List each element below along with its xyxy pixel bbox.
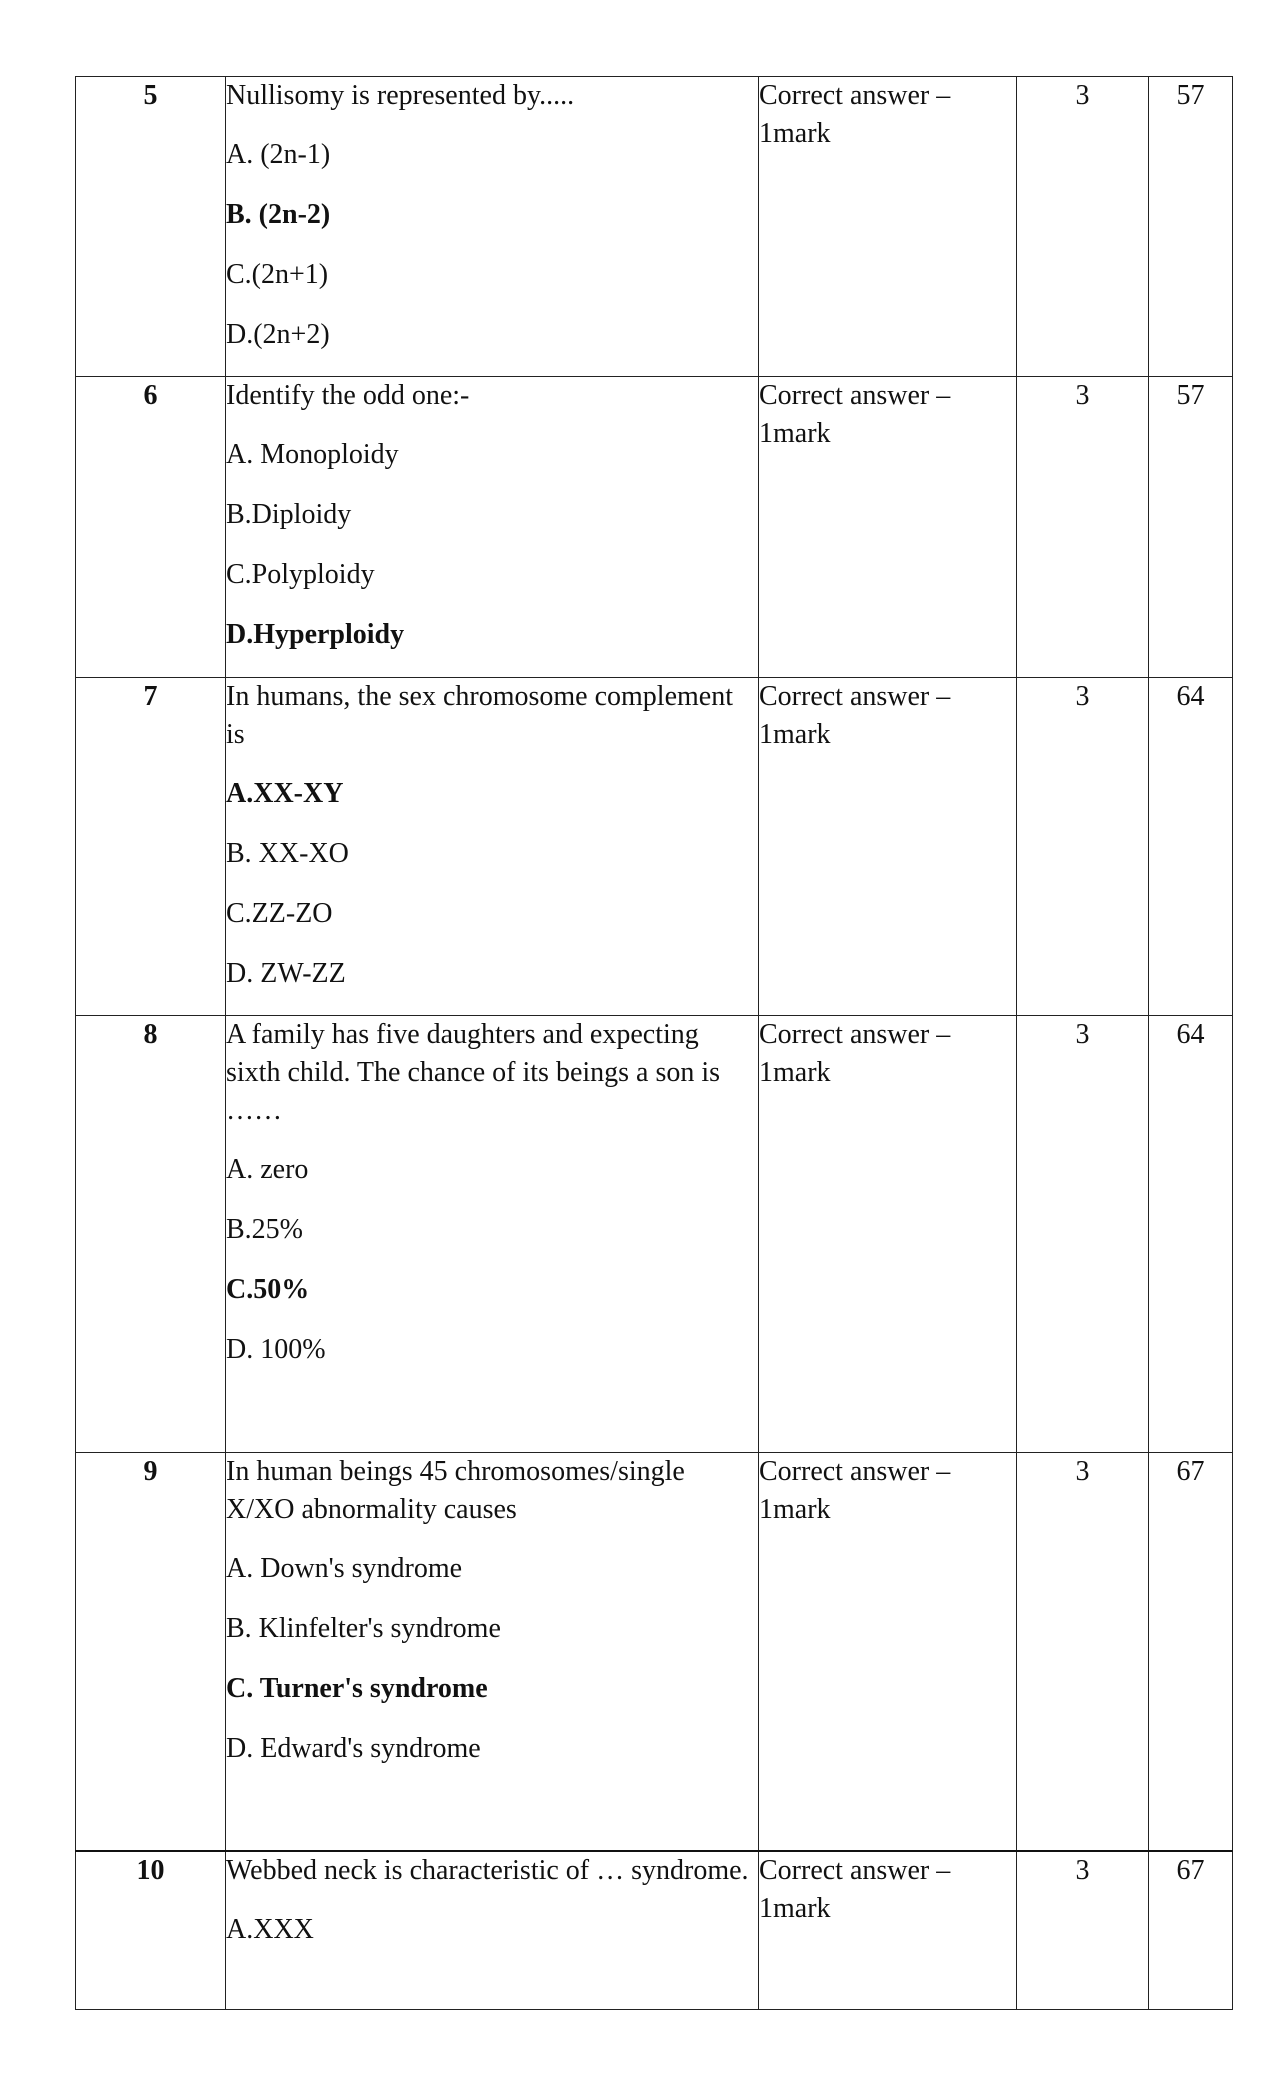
- question-text: In humans, the sex chromosome complement is: [226, 681, 733, 750]
- scoring-criteria: Correct answer – 1mark: [759, 377, 1017, 678]
- option: B. XX-XO: [226, 838, 349, 869]
- table-row: [76, 377, 1233, 678]
- option: B.25%: [226, 1214, 303, 1245]
- option: C.ZZ-ZO: [226, 898, 333, 929]
- question-number: 9: [76, 1453, 226, 1852]
- page-reference: 57: [1149, 77, 1233, 377]
- difficulty-level: 3: [1017, 377, 1149, 678]
- table-row: [76, 1453, 1233, 1852]
- question-cell: [226, 77, 759, 377]
- option: A. (2n-1): [226, 139, 331, 170]
- question-text: In human beings 45 chromosomes/single X/XO abnormality causes: [226, 1456, 685, 1525]
- option: A.XXX: [226, 1914, 314, 1945]
- question-number: 10: [76, 1851, 226, 2010]
- option: A. Down's syndrome: [226, 1553, 463, 1584]
- question-cell: [226, 377, 759, 678]
- option: D. 100%: [226, 1334, 326, 1365]
- scoring-criteria: Correct answer – 1mark: [759, 1016, 1017, 1453]
- table-row: [76, 77, 1233, 377]
- option: C.(2n+1): [226, 259, 329, 290]
- question-number: 6: [76, 377, 226, 678]
- correct-option: B. (2n-2): [226, 199, 331, 230]
- page-reference: 64: [1149, 1016, 1233, 1453]
- option: C.Polyploidy: [226, 559, 375, 590]
- option: D. Edward's syndrome: [226, 1733, 481, 1764]
- table-row: [76, 678, 1233, 1016]
- question-text: A family has five daughters and expecting sixth child. The chance of its beings a son is ……: [226, 1019, 721, 1126]
- option: D. ZW-ZZ: [226, 958, 346, 989]
- scoring-criteria: Correct answer – 1mark: [759, 1453, 1017, 1852]
- correct-option: D.Hyperploidy: [226, 619, 405, 650]
- difficulty-level: 3: [1017, 77, 1149, 377]
- table-row: [76, 1851, 1233, 2010]
- difficulty-level: 3: [1017, 1016, 1149, 1453]
- option: B. Klinfelter's syndrome: [226, 1613, 501, 1644]
- table-row: [76, 1016, 1233, 1453]
- correct-option: A.XX-XY: [226, 778, 344, 809]
- page-reference: 67: [1149, 1851, 1233, 2010]
- option: A. Monoploidy: [226, 439, 399, 470]
- question-number: 5: [76, 77, 226, 377]
- difficulty-level: 3: [1017, 1851, 1149, 2010]
- difficulty-level: 3: [1017, 1453, 1149, 1852]
- scoring-criteria: Correct answer – 1mark: [759, 678, 1017, 1016]
- question-cell: [226, 678, 759, 1016]
- question-text: Identify the odd one:-: [226, 380, 470, 411]
- scoring-criteria: Correct answer – 1mark: [759, 1851, 1017, 2010]
- question-text: Webbed neck is characteristic of … syndrome.: [226, 1855, 749, 1886]
- option: B.Diploidy: [226, 499, 352, 530]
- question-cell: [226, 1016, 759, 1453]
- question-number: 8: [76, 1016, 226, 1453]
- correct-option: C.50%: [226, 1274, 310, 1305]
- answer-key-table: [75, 76, 1233, 2010]
- page-reference: 57: [1149, 377, 1233, 678]
- question-text: Nullisomy is represented by.....: [226, 80, 575, 111]
- option: A. zero: [226, 1154, 309, 1185]
- option: D.(2n+2): [226, 319, 330, 350]
- scoring-criteria: Correct answer – 1mark: [759, 77, 1017, 377]
- correct-option: C. Turner's syndrome: [226, 1673, 488, 1704]
- page-reference: 67: [1149, 1453, 1233, 1852]
- question-cell: [226, 1453, 759, 1852]
- difficulty-level: 3: [1017, 678, 1149, 1016]
- question-number: 7: [76, 678, 226, 1016]
- question-cell: [226, 1851, 759, 2010]
- page-reference: 64: [1149, 678, 1233, 1016]
